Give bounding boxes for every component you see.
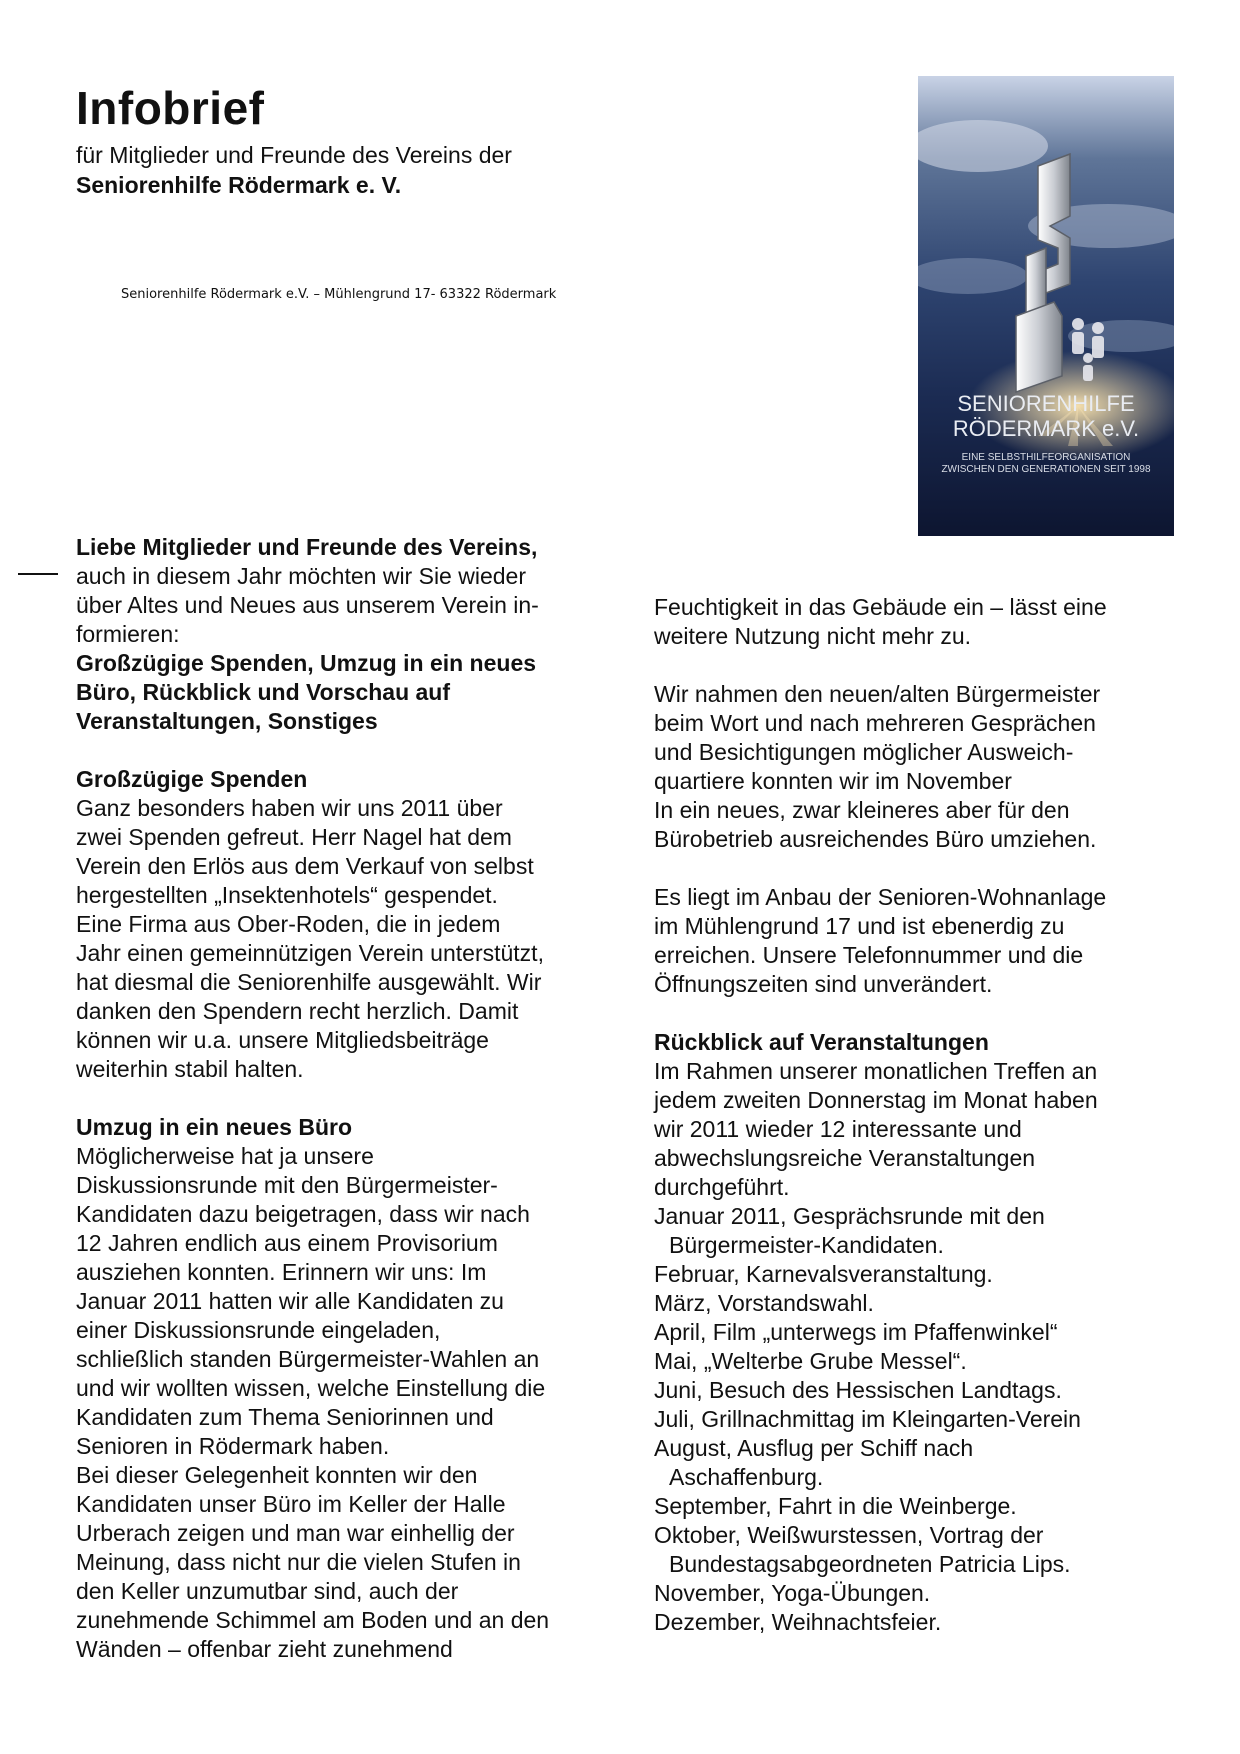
subtitle-line: für Mitglieder und Freunde des Vereins der [76, 142, 512, 168]
mayor-paragraph [654, 680, 1174, 854]
logo-tagline-line1: EINE SELBSTHILFEORGANISATION [961, 452, 1131, 463]
text-line: quartiere konnten wir im November [654, 768, 1012, 794]
logo-name-line2: RÖDERMARK e.V. [952, 416, 1140, 441]
event-item: August, Ausflug per Schiff nach [654, 1435, 974, 1461]
text-line: einer Diskussionsrunde eingeladen, [76, 1317, 441, 1343]
events-list [654, 1202, 1174, 1637]
text-line: Jahr einen gemeinnützigen Verein unterstützt, [76, 940, 544, 966]
text-line: hat diesmal die Seniorenhilfe ausgewählt. Wir [76, 969, 542, 995]
text-line: Kandidaten dazu beigetragen, dass wir nach [76, 1201, 530, 1227]
review-heading: Rückblick auf Veranstaltungen [654, 1029, 989, 1055]
event-item: Juli, Grillnachmittag im Kleingarten-Verein [654, 1406, 1081, 1432]
text-line: Bürobetrieb ausreichendes Büro umziehen. [654, 826, 1097, 852]
right-column [654, 593, 1174, 1637]
event-item: Januar 2011, Gesprächsrunde mit den [654, 1203, 1045, 1229]
fold-mark [18, 573, 58, 575]
text-line: jedem zweiten Donnerstag im Monat haben [654, 1087, 1098, 1113]
text-line: zunehmende Schimmel am Boden und an den [76, 1607, 550, 1633]
event-item-continued: Aschaffenburg. [669, 1464, 824, 1490]
text-line: Bei dieser Gelegenheit konnten wir den [76, 1462, 478, 1488]
text-line: Kandidaten unser Büro im Keller der Halle [76, 1491, 506, 1517]
text-line: Veranstaltungen, Sonstiges [76, 708, 378, 734]
association-logo [918, 76, 1174, 536]
text-line: In ein neues, zwar kleineres aber für den [654, 797, 1070, 823]
move-text-continued [654, 593, 1174, 651]
text-line: erreichen. Unsere Telefonnummer und die [654, 942, 1084, 968]
text-line: hergestellten „Insektenhotels“ gespendet. [76, 882, 498, 908]
text-line: durchgeführt. [654, 1174, 790, 1200]
review-text [654, 1057, 1174, 1202]
event-item: Oktober, Weißwurstessen, Vortrag der [654, 1522, 1044, 1548]
text-line: Feuchtigkeit in das Gebäude ein – lässt eine [654, 594, 1107, 620]
text-line: danken den Spendern recht herzlich. Damit [76, 998, 519, 1024]
event-item: März, Vorstandswahl. [654, 1290, 874, 1316]
text-line: ausziehen konnten. Erinnern wir uns: Im [76, 1259, 487, 1285]
text-line: Wir nahmen den neuen/alten Bürgermeister [654, 681, 1101, 707]
event-item: November, Yoga-Übungen. [654, 1580, 931, 1606]
text-line: Urberach zeigen und man war einhellig der [76, 1520, 515, 1546]
text-line: Möglicherweise hat ja unsere [76, 1143, 374, 1169]
text-line: Großzügige Spenden, Umzug in ein neues [76, 650, 537, 676]
text-line: und wir wollten wissen, welche Einstellung die [76, 1375, 546, 1401]
topics-summary [76, 649, 596, 736]
left-column [76, 533, 596, 1664]
text-line: Kandidaten zum Thema Seniorinnen und [76, 1404, 494, 1430]
text-line: im Mühlengrund 17 und ist ebenerdig zu [654, 913, 1065, 939]
donations-heading: Großzügige Spenden [76, 766, 308, 792]
text-line: über Altes und Neues aus unserem Verein in- [76, 592, 539, 618]
text-line: Ganz besonders haben wir uns 2011 über [76, 795, 503, 821]
text-line: Januar 2011 hatten wir alle Kandidaten zu [76, 1288, 504, 1314]
text-line: 12 Jahren endlich aus einem Provisorium [76, 1230, 498, 1256]
text-line: abwechslungsreiche Veranstaltungen [654, 1145, 1036, 1171]
text-line: zwei Spenden gefreut. Herr Nagel hat dem [76, 824, 512, 850]
text-line: Öffnungszeiten sind unverändert. [654, 971, 993, 997]
subtitle [76, 140, 512, 200]
association-name: Seniorenhilfe Rödermark e. V. [76, 172, 402, 198]
text-line: Wänden – offenbar zieht zunehmend [76, 1636, 453, 1662]
text-line: formieren: [76, 621, 180, 647]
text-line: schließlich standen Bürgermeister-Wahlen an [76, 1346, 540, 1372]
text-line: den Keller unzumutbar sind, auch der [76, 1578, 459, 1604]
event-item: Juni, Besuch des Hessischen Landtags. [654, 1377, 1062, 1403]
text-line: Diskussionsrunde mit den Bürgermeister- [76, 1172, 498, 1198]
text-line: Senioren in Rödermark haben. [76, 1433, 390, 1459]
sender-address: Seniorenhilfe Rödermark e.V. – Mühlengrund 17- 63322 Rödermark [121, 287, 557, 302]
text-line: beim Wort und nach mehreren Gesprächen [654, 710, 1096, 736]
text-line: Verein den Erlös aus dem Verkauf von selbst [76, 853, 534, 879]
document-title: Infobrief [76, 82, 265, 134]
text-line: und Besichtigungen möglicher Ausweich- [654, 739, 1074, 765]
text-line: wir 2011 wieder 12 interessante und [654, 1116, 1022, 1142]
text-line: weitere Nutzung nicht mehr zu. [654, 623, 972, 649]
event-item: Februar, Karnevalsveranstaltung. [654, 1261, 993, 1287]
greeting: Liebe Mitglieder und Freunde des Vereins, [76, 534, 538, 560]
intro-text [76, 562, 596, 649]
text-line: Im Rahmen unserer monatlichen Treffen an [654, 1058, 1098, 1084]
event-item: September, Fahrt in die Weinberge. [654, 1493, 1017, 1519]
donations-text [76, 794, 596, 1084]
move-heading: Umzug in ein neues Büro [76, 1114, 353, 1140]
event-item-continued: Bürgermeister-Kandidaten. [669, 1232, 944, 1258]
text-line: Büro, Rückblick und Vorschau auf [76, 679, 451, 705]
event-item-continued: Bundestagsabgeordneten Patricia Lips. [669, 1551, 1071, 1577]
text-line: Eine Firma aus Ober-Roden, die in jedem [76, 911, 501, 937]
event-item: Mai, „Welterbe Grube Messel“. [654, 1348, 967, 1374]
logo-tagline-line2: ZWISCHEN DEN GENERATIONEN SEIT 1998 [941, 464, 1151, 475]
logo-name-line1: SENIORENHILFE [957, 391, 1135, 416]
move-text [76, 1142, 596, 1664]
text-line: auch in diesem Jahr möchten wir Sie wieder [76, 563, 526, 589]
text-line: Es liegt im Anbau der Senioren-Wohnanlage [654, 884, 1107, 910]
text-line: können wir u.a. unsere Mitgliedsbeiträge [76, 1027, 489, 1053]
text-line: weiterhin stabil halten. [76, 1056, 304, 1082]
text-line: Meinung, dass nicht nur die vielen Stufen in [76, 1549, 521, 1575]
event-item: Dezember, Weihnachtsfeier. [654, 1609, 942, 1635]
event-item: April, Film „unterwegs im Pfaffenwinkel“ [654, 1319, 1058, 1345]
location-paragraph [654, 883, 1174, 999]
